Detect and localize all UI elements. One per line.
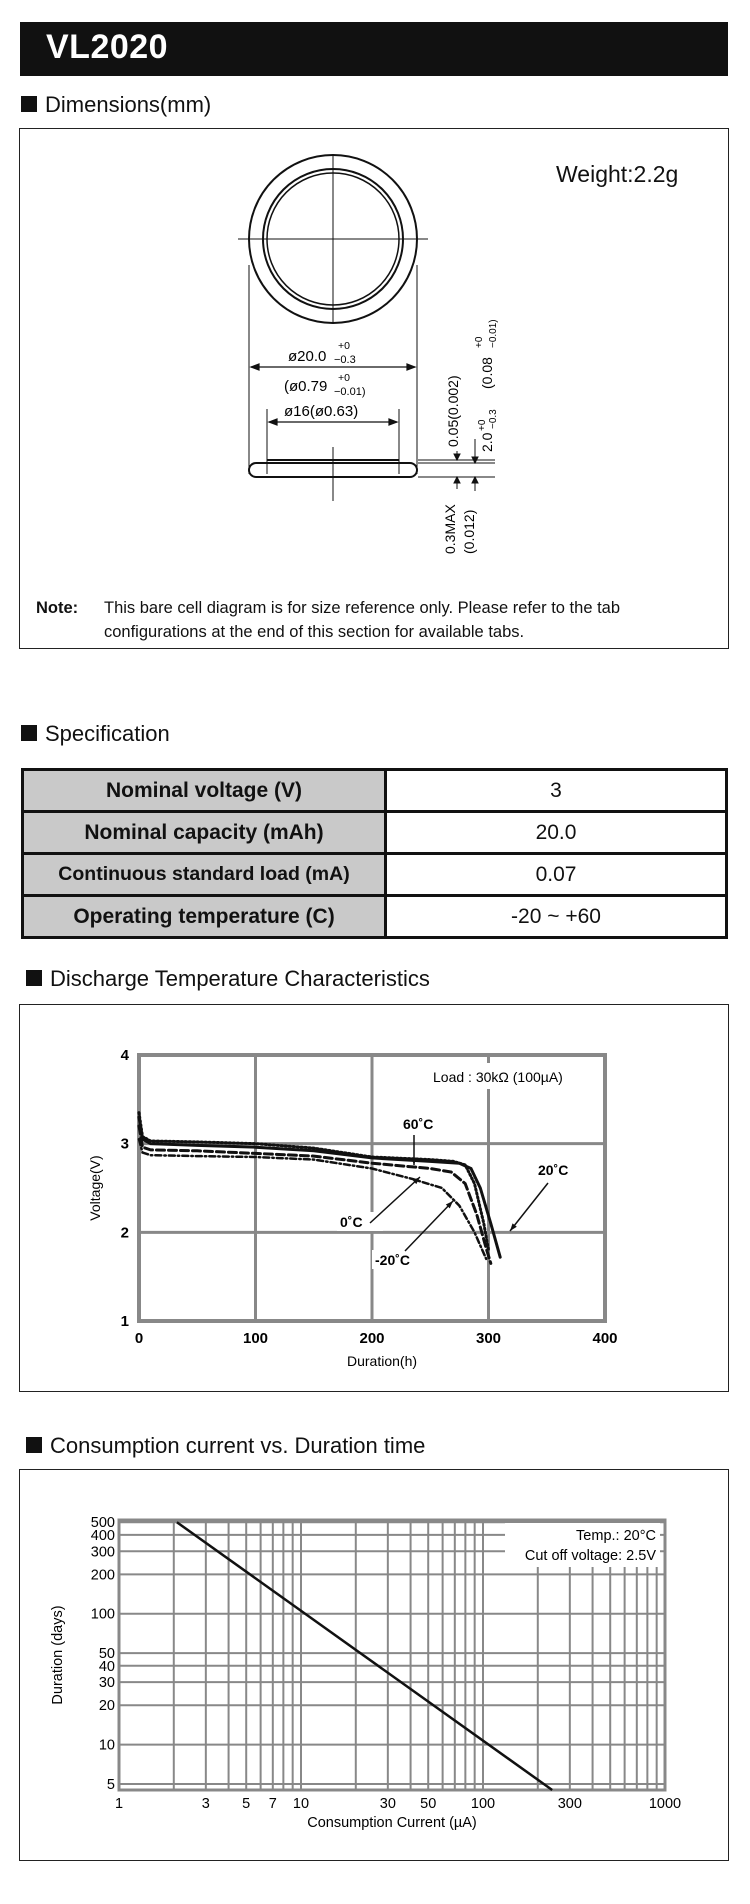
series-label: 60˚C bbox=[403, 1116, 434, 1132]
consumption-chart bbox=[20, 1470, 727, 1859]
series-label: -20˚C bbox=[375, 1252, 411, 1268]
y-tick-label: 500 bbox=[90, 1515, 115, 1532]
x-tick-label: 1000 bbox=[648, 1796, 682, 1812]
x-tick-label: 50 bbox=[420, 1796, 437, 1812]
discharge-heading: Discharge Temperature Characteristics bbox=[26, 966, 430, 992]
dimensions-heading: Dimensions(mm) bbox=[21, 92, 211, 118]
note bbox=[36, 596, 716, 644]
spec-label: Nominal capacity (mAh) bbox=[23, 812, 386, 854]
x-tick-label: 7 bbox=[268, 1796, 277, 1812]
square-bullet-icon bbox=[21, 725, 37, 741]
square-bullet-icon bbox=[26, 970, 42, 986]
svg-text:+0: +0 bbox=[474, 336, 485, 348]
outer-diameter-label: ø20.0 bbox=[288, 348, 327, 365]
spec-value: 3 bbox=[386, 770, 727, 812]
inner-diameter-label: ø16(ø0.63) bbox=[284, 403, 359, 420]
step-label: 0.05(0.002) bbox=[445, 375, 461, 447]
y-tick-label: 20 bbox=[98, 1698, 115, 1715]
note-label: Note: bbox=[36, 599, 79, 617]
x-tick-label: 200 bbox=[359, 1330, 385, 1347]
weight-label: Weight:2.2g bbox=[556, 161, 679, 187]
y-tick-label: 1 bbox=[120, 1313, 129, 1330]
top-view-icon bbox=[238, 154, 428, 324]
spec-value: -20 ~ +60 bbox=[386, 896, 727, 938]
x-tick-label: 300 bbox=[475, 1330, 502, 1347]
discharge-chart bbox=[20, 1005, 727, 1390]
x-tick-label: 400 bbox=[592, 1330, 618, 1347]
spec-label: Continuous standard load (mA) bbox=[23, 854, 386, 896]
table-row bbox=[23, 896, 727, 938]
y-tick-label: 400 bbox=[90, 1527, 115, 1544]
x-tick-label: 3 bbox=[201, 1796, 210, 1812]
dimension-diagram bbox=[20, 129, 727, 589]
series-label: 0˚C bbox=[340, 1214, 363, 1230]
y-tick-label: 4 bbox=[120, 1047, 129, 1064]
svg-text:−0.01): −0.01) bbox=[488, 319, 499, 348]
thickness-label: 2.0 bbox=[479, 432, 495, 452]
specification-heading: Specification bbox=[21, 721, 170, 747]
x-tick-label: 30 bbox=[379, 1796, 396, 1812]
max-label-2: (0.012) bbox=[461, 509, 477, 554]
x-tick-label: 1 bbox=[114, 1796, 124, 1812]
side-view-icon bbox=[249, 447, 417, 501]
x-tick-label: 10 bbox=[292, 1796, 310, 1812]
x-axis-label: Duration(h) bbox=[346, 1353, 418, 1369]
note-text: This bare cell diagram is for size reference only. Please refer to the tab configurations at the end of this section for available tabs. bbox=[104, 599, 621, 641]
table-row bbox=[23, 770, 727, 812]
x-tick-label: 300 bbox=[557, 1796, 582, 1812]
svg-text:+0: +0 bbox=[338, 372, 350, 384]
specification-table bbox=[21, 768, 728, 939]
y-axis-label: Duration (days) bbox=[50, 1605, 66, 1705]
cutoff-annotation: Cut off voltage: 2.5V bbox=[524, 1548, 656, 1564]
page-title: VL2020 bbox=[46, 28, 169, 66]
svg-text:+0: +0 bbox=[477, 419, 488, 431]
thickness-inch-label: (0.08 bbox=[479, 357, 495, 389]
y-axis-label: Voltage(V) bbox=[87, 1155, 103, 1221]
y-tick-label: 200 bbox=[90, 1567, 115, 1584]
y-tick-label: 300 bbox=[90, 1544, 115, 1561]
svg-text:−0.3: −0.3 bbox=[334, 354, 356, 366]
title-bar bbox=[20, 22, 728, 76]
max-label-1: 0.3MAX bbox=[442, 504, 458, 554]
spec-value: 20.0 bbox=[386, 812, 727, 854]
x-tick-label: 5 bbox=[242, 1796, 251, 1812]
x-tick-label: 100 bbox=[242, 1330, 269, 1347]
x-axis-label: Consumption Current (µA) bbox=[307, 1815, 477, 1831]
y-tick-label: 5 bbox=[106, 1777, 115, 1794]
consumption-heading: Consumption current vs. Duration time bbox=[26, 1433, 425, 1459]
load-annotation: Load : 30kΩ (100µA) bbox=[433, 1069, 563, 1085]
spec-label: Nominal voltage (V) bbox=[23, 770, 386, 812]
svg-text:−0.01): −0.01) bbox=[334, 386, 366, 398]
y-tick-label: 10 bbox=[98, 1737, 115, 1754]
x-tick-label: 0 bbox=[134, 1330, 144, 1347]
y-tick-label: 3 bbox=[120, 1135, 129, 1153]
svg-text:+0: +0 bbox=[338, 340, 350, 352]
dimensions-box bbox=[19, 128, 729, 649]
square-bullet-icon bbox=[26, 1437, 42, 1453]
discharge-chart-box bbox=[19, 1004, 729, 1392]
y-tick-label: 40 bbox=[98, 1658, 115, 1675]
series-label: 20˚C bbox=[538, 1162, 569, 1178]
y-tick-label: 50 bbox=[98, 1646, 115, 1663]
spec-value: 0.07 bbox=[386, 854, 727, 896]
temp-annotation: Temp.: 20°C bbox=[576, 1528, 656, 1544]
svg-text:−0.3: −0.3 bbox=[488, 409, 499, 429]
table-row bbox=[23, 854, 727, 896]
consumption-chart-box bbox=[19, 1469, 729, 1861]
outer-diameter-inch-label: (ø0.79 bbox=[284, 378, 328, 395]
y-tick-label: 30 bbox=[98, 1675, 115, 1692]
y-tick-label: 100 bbox=[90, 1606, 115, 1623]
spec-label: Operating temperature (C) bbox=[23, 896, 386, 938]
y-tick-label: 2 bbox=[120, 1224, 129, 1242]
table-row bbox=[23, 812, 727, 854]
square-bullet-icon bbox=[21, 96, 37, 112]
x-tick-label: 100 bbox=[470, 1796, 496, 1812]
